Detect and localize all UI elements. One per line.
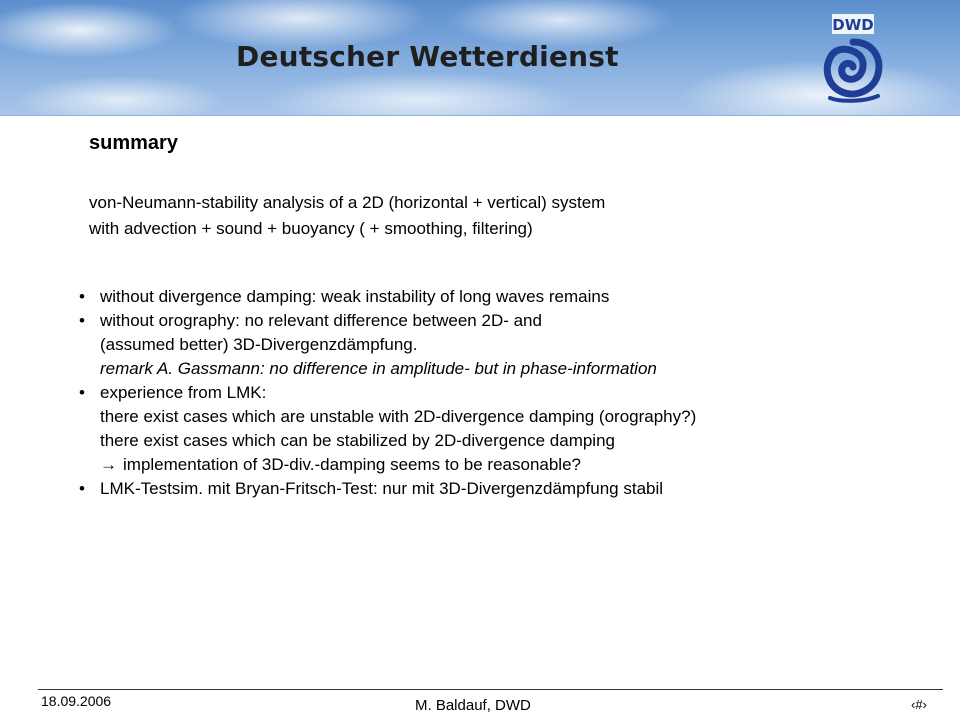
slide-heading: summary	[89, 132, 178, 154]
intro-line: von-Neumann-stability analysis of a 2D (horizontal + vertical) system	[89, 193, 606, 212]
line-text: without orography: no relevant difference between 2D- and	[100, 311, 542, 330]
dwd-logo-icon	[818, 12, 888, 104]
bullet-continuation	[79, 429, 939, 453]
bullet-list	[79, 285, 939, 501]
line-text: remark A. Gassmann: no difference in amplitude- but in phase-information	[100, 359, 657, 378]
footer-date: 18.09.2006	[41, 693, 112, 709]
arrow-right-icon: →	[100, 455, 117, 474]
bullet-continuation	[79, 333, 939, 357]
bullet-item	[79, 285, 939, 309]
bullet-item	[79, 309, 939, 333]
intro-line: with advection + sound + buoyancy ( + smoothing, filtering)	[89, 219, 533, 238]
line-text: there exist cases which can be stabilized by 2D-divergence damping	[100, 431, 615, 450]
line-text: implementation of 3D-div.-damping seems to be reasonable?	[123, 455, 581, 474]
bullet-item	[79, 381, 939, 405]
bullet-marker: •	[79, 383, 85, 402]
organization-title: Deutscher Wetterdienst	[236, 40, 619, 73]
bullet-marker: •	[79, 311, 85, 330]
line-text: LMK-Testsim. mit Bryan-Fritsch-Test: nur mit 3D-Divergenzdämpfung stabil	[100, 479, 664, 498]
line-text: (assumed better) 3D-Divergenzdämpfung.	[100, 335, 418, 354]
bullet-continuation	[79, 405, 939, 429]
intro-text	[89, 190, 605, 242]
bullet-item	[79, 477, 939, 501]
bullet-marker: •	[79, 287, 85, 306]
line-text: without divergence damping: weak instability of long waves remains	[100, 287, 610, 306]
header-banner	[0, 0, 960, 116]
bullet-continuation	[79, 453, 939, 477]
footer-divider	[38, 689, 943, 690]
footer-author: M. Baldauf, DWD	[415, 697, 531, 714]
bullet-continuation	[79, 357, 939, 381]
line-text: there exist cases which are unstable with 2D-divergence damping (orography?)	[100, 407, 697, 426]
logo-text: DWD	[832, 16, 874, 34]
page-number: ‹#›	[911, 697, 927, 712]
line-text: experience from LMK:	[100, 383, 267, 402]
bullet-marker: •	[79, 479, 85, 498]
